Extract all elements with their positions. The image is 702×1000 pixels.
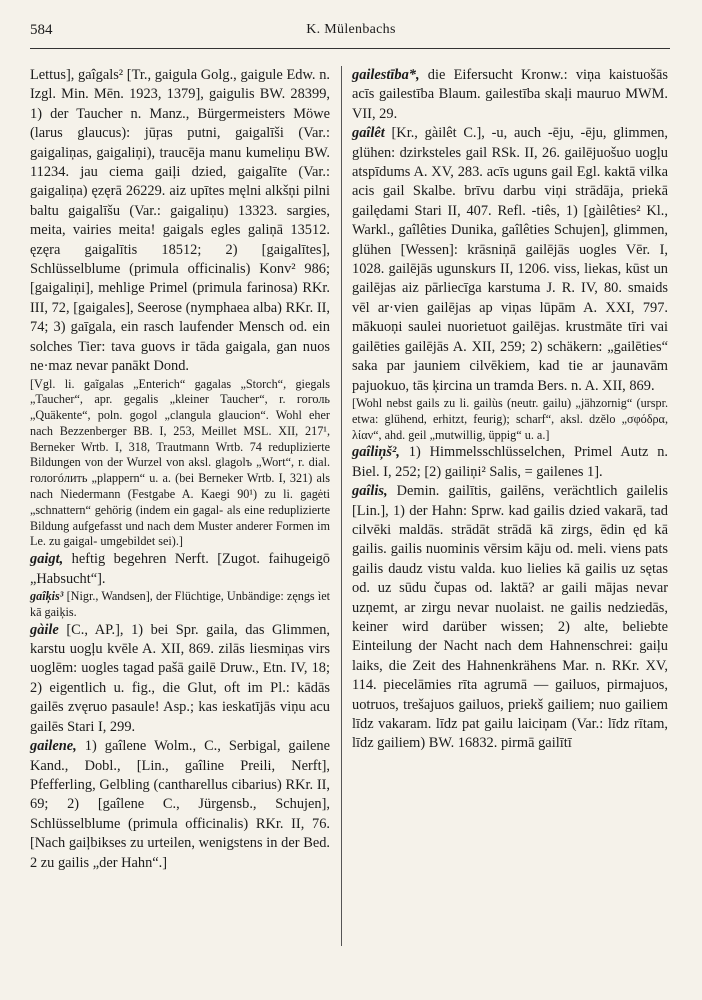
dictionary-entry — [352, 66, 668, 124]
entry-headword: gaîliņš², — [352, 444, 400, 461]
dictionary-entry — [352, 124, 668, 396]
entry-text: [Vgl. li. gaĩgalas „Enterich“ gagalas „Storch“, giegals „Taucher“, apr. gegalis „kleiner Taucher“, r. гоголь „Quäkente“, poln. gogol „clangula glaucion“. Wohl eher nach Bezzenberger BB. I, 253, Meillet MSL. XII, 217¹, Berneker Wrtb. I, 318, Trautmann Wrtb. 74 reduplizierte Bildungen von der Wurzel von aksl. glagolъ „Wort“, r. dial. гологóлить „plappern“ u. a. (bei Berneker Wrtb. I, 321) als nach Niedermann (Festgabe A. Kaegi 90¹) zu li. gagėti „schnattern“ gehörig (indem ein gagal- als eine reduplizierte Bildung aufgefasst und nach dem Muster anderer Formen im Le. zu gaigal- umgebildet sei).] — [30, 376, 330, 549]
dictionary-entry — [30, 737, 330, 873]
entry-headword: gailestība*, — [352, 67, 420, 83]
dictionary-entry — [30, 377, 330, 551]
entry-text: [Kr., gàilêt C.], -u, auch -ēju, -ēju, glimmen, glühen: dzirksteles gail RSk. II, 26. gailējuošuo uogļu atspīdums A. XV, 283. acīs uguns gail Egl. kaktā vilka acis gail Skalbe. brīvu darbu viņi strādāja, priekā gailędami Stari II, 407. Refl. -tiês, 1) [gàilêties² Kl., Warkl., gaîlêties Dunika, gaîlêties Schujen], glimmen, glühen [Wessen]: krāsniņā gailējās uogles Vēr. I, 1028. gailējās ugunskurs II, 1206. viss, liekas, kūst un gailējas aiz pārliecīga karstuma J. R. IV, 80. smaids vēl ar·vien gailējas ap viņas lūpām A. XXI, 797. mākuoņi saulei nuorietuot gailējas. krustmāte tīri vai gailēties gailējās A. XII, 259; 2) schäkern: „gailēties“ saka par jauniem cilvēkiem, kad tie ar jaunavām pajuokuo, tās ķircina un tramda Bers. n. A. XII, 869. — [352, 125, 668, 394]
entry-text: die Eifersucht Kronw.: viņa kaistuošās acīs gailestība Blaum. gailestība skaļi mauruo MWM. VII, 29. — [352, 67, 668, 122]
dictionary-entry — [30, 66, 330, 377]
entry-text: [C., AP.], 1) bei Spr. gaila, das Glimmen, karstu uogļu kvēle A. XII, 869. zilās liesmiņas virs uoglēm: uogles tagad pašā gailē Druw., Etn. IV, 18; 2) eigentlich u. fig., die Glut, oft im Pl.: kādās gailēs zvęruo pasaule! Asp.; kas ieskatījās viņu acu gailēs Stari I, 299. — [30, 621, 330, 735]
entry-headword: gaîlêt — [352, 125, 385, 142]
entry-headword: gàile — [30, 621, 59, 638]
entry-headword: gaigt, — [30, 551, 64, 568]
entry-text: heftig begehren Nerft. [Zugot. faihugeigō „Habsucht“]. — [30, 551, 330, 587]
page-number: 584 — [30, 22, 53, 38]
entry-headword: gailene, — [30, 738, 77, 755]
entry-text: 1) gaîlene Wolm., C., Serbigal, gailene Kand., Dobl., [Lin., gaîline Preili, Nerft], Pfefferling, Gelbling (cantharellus cibarius) RKr. II, 69; 2) [gaîlene C., Jürgensb., Schujen], Schlüsselblume (primula officinalis) RKr. II, 76. [Nach gaiļbikses zu urteilen, wenigstens in der Bed. 2 zu gailis „der Hahn“.] — [30, 738, 330, 871]
dictionary-entry — [30, 621, 330, 737]
header-rule — [30, 48, 670, 49]
entry-text: Demin. gailītis, gailēns, verächtlich gailelis [Lin.], 1) der Hahn: Sprw. kad gailis dzied vakarā, tad cilvēki maldās. strādāt strādā kā zirgs, ēdin ęd kā gailis. gailis nuominis vērsim kāju od. meli. viens pats gailis daudz vistu valda. kuo lielies kā gailis uz sętas od. uz sūdu čupas od. laktā? ar gaili mājas nevar uzņemt, ar zirgu nevar nuolaist. ne gailis nedziedās, keiner wird darüber wissen; 2) alte, beliebte Einteilung der Nacht nach dem Hahnenschrei: gaiļu laiks, die Zeit des Hahnenkrähens Mar. n. RKr. XV, 114. piecelāmies rīta agrumā — gailuos, pirmajuos, uotruos, trešajuos gailuos, priekš gailiem; nuo gailiem līdz vakaram. līdz pat gailu laiciņam (Var.: līdz rītam, līdz gailiem) BW. 16832. pirmā gailītī — [352, 483, 668, 752]
dictionary-entry — [30, 589, 330, 621]
dictionary-entry — [352, 482, 668, 754]
dictionary-entry — [352, 443, 668, 482]
entry-headword: gaîķis³ — [30, 589, 64, 604]
entry-text: 1) Himmelsschlüsselchen, Primel Autz n. Biel. I, 252; [2) gailiņi² Salis, = gailenes 1]. — [352, 444, 668, 480]
entry-text: [Wohl nebst gails zu li. gailùs (neutr. gailu) „jähzornig“ (urspr. etwa: glühend, erhitzt, feurig); scharf“, aksl. dzělo „σφόδρα, λίαν“, ahd. geil „mutwillig, üppig“ u. a.] — [352, 395, 668, 442]
right-column — [352, 66, 668, 754]
entry-headword: gaîlis, — [352, 483, 388, 500]
entry-text: [Nigr., Wandsen], der Flüchtige, Unbändige: zęngs ìet kā gaiķis. — [30, 589, 331, 619]
dictionary-entry — [352, 396, 668, 443]
running-title: K. Mülenbachs — [306, 22, 396, 37]
column-divider — [341, 66, 342, 946]
left-column — [30, 66, 330, 873]
entry-text: Lettus], gaîgals² [Tr., gaigula Golg., gaigule Edw. n. Izgl. Min. Mēn. 1923, 1379], gaigulis BW. 28399, 1) der Taucher n. Manz., Bürgermeisters Möwe (larus glaucus): jūŗas putni, gaigalīši (Var.: gaigaliņas, gaigaliņi), traucēja manu kumeliņu BW. 11234. jau ciema gaiļi dzied, gaigalīte (Var.: gaigaliņa) ęzęrā 26229. aiz upītes męlni alkšņi pilni baltu gaigalīšu (Var.: gaigaliņu) 13323. sargies, meita, vairies meita! gaigals egles galiņā 13512. ęzęra gaigalītis 18512; 2) [gaigalītes], Schlüsselblume (primula officinalis) Konv² 986; [gaigaliņi], mehlige Primel (primula farinosa) RKr. III, 72, [gaigales], Seerose (nymphaea alba) RKr. II, 74; 3) gaīgala, ein rasch laufender Mensch od. ein solches Tier: tava guovs ir tāda gaigala, gan nuos ne·maz nevar panākt Dond. — [30, 67, 330, 375]
dictionary-entry — [30, 550, 330, 589]
